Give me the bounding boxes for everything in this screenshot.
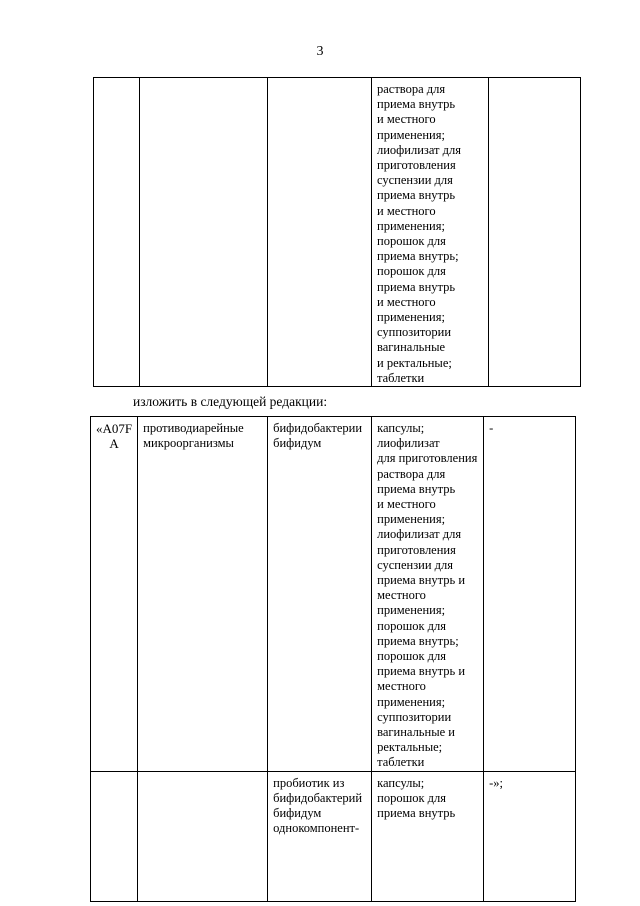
code-cell xyxy=(91,771,138,901)
form-line: для приготовления xyxy=(377,451,478,466)
form-line: капсулы; xyxy=(377,421,425,435)
form-line: приема внутрь xyxy=(377,97,456,112)
page-number: 3 xyxy=(316,44,324,59)
form-line: применения; xyxy=(377,603,446,618)
note-cell xyxy=(484,417,576,772)
table-row xyxy=(91,417,576,772)
code-cell xyxy=(91,417,138,772)
dosage-form-cell xyxy=(372,78,489,387)
form-line: и местного xyxy=(377,294,436,309)
table-row xyxy=(91,771,576,901)
group-line: микроорганизмы xyxy=(143,436,234,451)
substance-line: бифидобактерий xyxy=(273,790,363,805)
dosage-form-cell xyxy=(372,417,484,772)
substance-line: бифидум xyxy=(273,436,322,451)
form-line: применения; xyxy=(377,218,445,233)
group-cell xyxy=(140,78,268,387)
form-line: порошок для xyxy=(377,790,446,805)
code-cell xyxy=(94,78,140,387)
note-text: -»; xyxy=(489,775,504,790)
form-line: и местного xyxy=(377,203,436,218)
form-line: приема внутрь xyxy=(377,188,456,203)
form-line: приема внутрь; xyxy=(377,249,459,264)
form-line: порошок для xyxy=(377,234,446,249)
form-line: приготовления xyxy=(377,158,456,173)
substance-line: бифидум xyxy=(273,806,322,821)
bottom-table xyxy=(90,416,576,902)
form-line: приема внутрь; xyxy=(377,633,459,648)
form-line: ректальные; xyxy=(377,740,443,755)
form-line: таблетки xyxy=(377,370,425,385)
form-line: приема внутрь и xyxy=(377,664,466,679)
form-line: порошок для xyxy=(377,649,446,664)
form-line: местного xyxy=(377,588,426,603)
form-line: лиофилизат для xyxy=(377,527,462,542)
form-line: таблетки xyxy=(377,755,425,770)
note-text: - xyxy=(489,421,494,435)
form-line: вагинальные и xyxy=(377,725,455,740)
form-line: капсулы; xyxy=(377,775,425,790)
form-line: и местного xyxy=(377,497,436,512)
group-cell xyxy=(138,417,268,772)
form-line: приема внутрь и xyxy=(377,573,466,588)
form-line: суспензии для xyxy=(377,173,453,188)
form-line: применения; xyxy=(377,310,445,325)
form-line: раствора для xyxy=(377,82,446,96)
form-line: лиофилизат для xyxy=(377,142,461,157)
form-line: приготовления xyxy=(377,542,456,557)
substance-line: бифидобактерии xyxy=(273,421,363,435)
form-line: приема внутрь xyxy=(377,279,456,294)
form-line: применения; xyxy=(377,512,446,527)
form-line: применения; xyxy=(377,127,445,142)
instruction-text: изложить в следующей редакции: xyxy=(133,394,328,409)
form-line: и ректальные; xyxy=(377,355,452,370)
form-line: порошок для xyxy=(377,264,446,279)
substance-cell xyxy=(268,78,372,387)
group-cell xyxy=(138,771,268,901)
form-line: и местного xyxy=(377,112,436,127)
table-row xyxy=(94,78,581,387)
form-line: вагинальные xyxy=(377,340,446,355)
substance-line: однокомпонент- xyxy=(273,821,360,836)
form-line: суспензии для xyxy=(377,557,454,572)
note-cell xyxy=(484,771,576,901)
form-line: применения; xyxy=(377,694,446,709)
form-line: приема внутрь xyxy=(377,806,456,821)
substance-cell xyxy=(268,417,372,772)
form-line: приема внутрь xyxy=(377,481,456,496)
form-line: порошок для xyxy=(377,618,446,633)
form-line: суппозитории xyxy=(377,709,452,724)
atc-code-line: А xyxy=(109,436,119,452)
group-line: противодиарейные xyxy=(143,421,244,435)
top-table xyxy=(93,77,581,387)
form-line: суппозитории xyxy=(377,325,452,340)
dosage-form-cell xyxy=(372,771,484,901)
form-line: лиофилизат xyxy=(377,436,440,451)
form-line: раствора для xyxy=(377,466,446,481)
substance-cell xyxy=(268,771,372,901)
atc-code-line: «А07F xyxy=(96,421,133,436)
form-line: местного xyxy=(377,679,426,694)
substance-line: пробиотик из xyxy=(273,775,345,790)
note-cell xyxy=(489,78,581,387)
